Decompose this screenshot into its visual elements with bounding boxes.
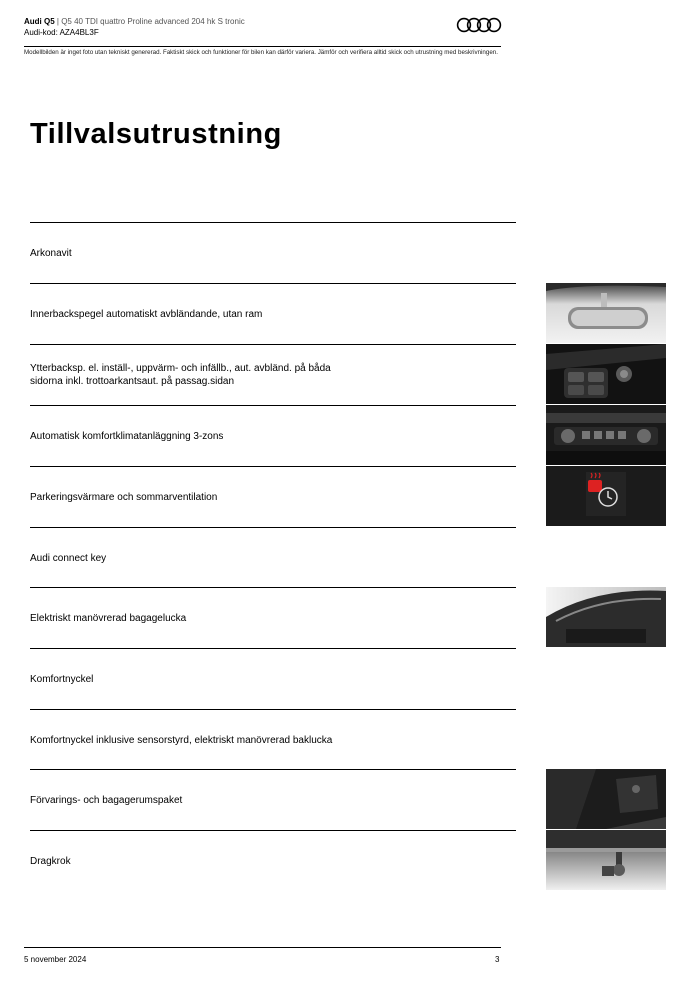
page-title: Tillvalsutrustning [30,118,282,150]
climate-control-panel-photo [546,405,666,465]
rearview-mirror-photo [546,283,666,343]
list-item [30,830,516,891]
header-divider [24,46,501,47]
footer-divider [24,947,501,948]
list-item-label: Parkeringsvärmare och sommarventilation [30,491,218,503]
separator: | [54,17,62,26]
disclaimer-text: Modellbilden är inget foto utan tekniskt genererad. Faktiskt skick och funktioner för bilen kan därför variera. Jämför och verifiera alltid skick och utrustning med beskrivningen. [24,49,498,56]
page-number: 3 [495,955,500,964]
audi-code-value: AZA4BL3F [59,28,99,37]
list-item-label: Förvarings- och bagagerumspaket [30,794,183,806]
list-item [30,466,516,527]
model-line [24,16,504,27]
list-item [30,344,516,405]
list-item-label: Innerbackspegel automatiskt avbländande, utan ram [30,308,263,320]
list-item-label: Automatisk komfortklimatanläggning 3-zons [30,430,224,442]
audi-rings-logo-icon [456,17,502,33]
parking-heater-icon-photo [546,466,666,526]
list-item-label: Elektriskt manövrerad bagagelucka [30,612,187,624]
luggage-compartment-photo [546,769,666,829]
list-item-label: Audi connect key [30,552,107,564]
model-name: Q5 40 TDI quattro Proline advanced 204 hk S tronic [61,17,245,26]
list-item [30,648,516,709]
document-header [24,16,504,38]
list-item [30,527,516,588]
audi-code-line [24,27,504,38]
footer-date: 5 november 2024 [24,955,87,964]
list-item-label: Komfortnyckel [30,673,94,685]
list-item [30,587,516,648]
list-item-label: Komfortnyckel inklusive sensorstyrd, elektriskt manövrerad baklucka [30,734,333,746]
brand-name: Audi Q5 [24,17,55,26]
list-item [30,222,516,283]
tailgate-photo [546,587,666,647]
list-item [30,769,516,830]
door-mirror-controls-photo [546,344,666,404]
list-item-label: Dragkrok [30,855,71,867]
list-item-label: Arkonavit [30,247,72,259]
list-item [30,709,516,770]
list-item [30,283,516,344]
list-item-label: Ytterbacksp. el. inställ-, uppvärm- och infällb., aut. avbländ. på båda sidorna inkl. trottoarkantsaut. på passag.sidan [30,363,331,387]
tow-hitch-photo [546,830,666,890]
audi-code-label: Audi-kod: [24,28,60,37]
list-item [30,405,516,466]
